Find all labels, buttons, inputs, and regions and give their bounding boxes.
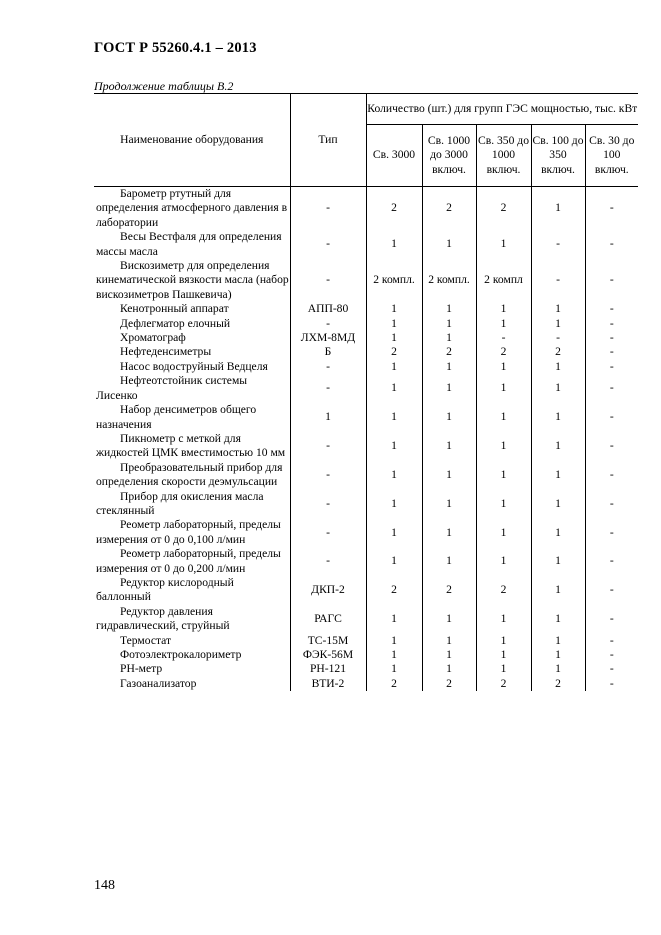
equipment-name: Редуктор давления гидравлический, струйный [96,604,230,633]
qty-350-1000: 1 [476,317,531,331]
qty-30-100: - [585,648,638,662]
table-body [94,187,638,692]
qty-over-3000: 1 [366,648,422,662]
qty-1000-3000: 1 [422,230,476,259]
qty-1000-3000: 1 [422,317,476,331]
qty-over-3000: 1 [366,302,422,316]
qty-30-100: - [585,187,638,231]
qty-100-350: 2 [531,345,585,359]
qty-30-100: - [585,259,638,302]
table-row [94,432,638,461]
qty-over-3000: 1 [366,317,422,331]
qty-over-3000: 1 [366,360,422,374]
qty-350-1000: 1 [476,605,531,634]
qty-over-3000: 2 [366,187,422,231]
qty-100-350: 2 [531,677,585,691]
qty-350-1000: 1 [476,360,531,374]
qty-350-1000: 1 [476,403,531,432]
equipment-type: Б [290,345,366,359]
equipment-type: - [290,230,366,259]
qty-over-3000: 1 [366,331,422,345]
equipment-name-cell [94,490,290,519]
table-row [94,518,638,547]
equipment-name: Барометр ртутный для определения атмосферного давления в лаборатории [96,187,288,229]
equipment-name-cell [94,634,290,648]
qty-350-1000: 1 [476,518,531,547]
header-col-30-100: Св. 30 до 100 включ. [585,125,638,187]
equipment-name-cell [94,432,290,461]
equipment-type: - [290,374,366,403]
qty-350-1000: 1 [476,302,531,316]
equipment-name-cell [94,230,290,259]
qty-30-100: - [585,662,638,676]
qty-350-1000: 2 [476,576,531,605]
qty-100-350: 1 [531,662,585,676]
equipment-name: Газоанализатор [120,676,197,690]
qty-100-350: 1 [531,317,585,331]
equipment-name: Вискозиметр для определения кинематической вязкости масла (набор вискозиметров Пашкевича) [96,259,289,301]
qty-1000-3000: 2 [422,677,476,691]
qty-over-3000: 2 [366,576,422,605]
qty-over-3000: 1 [366,634,422,648]
qty-over-3000: 1 [366,230,422,259]
equipment-name: Прибор для окисления масла стеклянный [96,489,264,517]
equipment-type: - [290,518,366,547]
page-number: 148 [94,878,115,893]
qty-350-1000: 1 [476,490,531,519]
equipment-name: Реометр лабораторный, пределы измерения от 0 до 0,200 л/мин [96,547,281,575]
equipment-type: ДКП-2 [290,576,366,605]
qty-30-100: - [585,432,638,461]
qty-350-1000: 1 [476,432,531,461]
qty-350-1000: 2 [476,677,531,691]
qty-1000-3000: 1 [422,360,476,374]
qty-100-350: 1 [531,605,585,634]
header-col-350-1000: Св. 350 до 1000 включ. [476,125,531,187]
qty-100-350: 1 [531,518,585,547]
header-equipment-name: Наименование оборудования [94,94,290,187]
qty-1000-3000: 1 [422,547,476,576]
equipment-name-cell [94,677,290,691]
qty-100-350: 1 [531,634,585,648]
equipment-name-cell [94,345,290,359]
header-col-1000-3000: Св. 1000 до 3000 включ. [422,125,476,187]
qty-350-1000: 2 [476,187,531,231]
qty-1000-3000: 1 [422,432,476,461]
qty-350-1000: 1 [476,648,531,662]
qty-100-350: 1 [531,461,585,490]
equipment-name: Кенотронный аппарат [120,302,229,316]
equipment-type: 1 [290,403,366,432]
equipment-name: Насос водоструйный Ведцеля [120,359,268,373]
qty-1000-3000: 1 [422,662,476,676]
equipment-name-cell [94,461,290,490]
table-row [94,677,638,691]
qty-30-100: - [585,576,638,605]
equipment-name: Преобразовательный прибор для определения скорости деэмульсации [96,460,283,489]
equipment-type: ФЭК-56М [290,648,366,662]
qty-30-100: - [585,461,638,490]
qty-1000-3000: 1 [422,374,476,403]
qty-over-3000: 1 [366,374,422,403]
qty-over-3000: 1 [366,605,422,634]
qty-30-100: - [585,605,638,634]
table-row [94,662,638,676]
qty-100-350: 1 [531,490,585,519]
table-row [94,490,638,519]
qty-over-3000: 2 компл. [366,259,422,302]
qty-over-3000: 2 [366,345,422,359]
table-row [94,634,638,648]
qty-350-1000: - [476,331,531,345]
table-row [94,374,638,403]
equipment-type: - [290,432,366,461]
qty-350-1000: 2 компл [476,259,531,302]
equipment-name-cell [94,518,290,547]
header-col-over-3000: Св. 3000 [366,125,422,187]
table-row [94,576,638,605]
qty-100-350: 1 [531,432,585,461]
qty-100-350: 1 [531,187,585,231]
equipment-name-cell [94,547,290,576]
table-row [94,461,638,490]
qty-30-100: - [585,518,638,547]
qty-100-350: - [531,331,585,345]
qty-350-1000: 1 [476,461,531,490]
document-header: ГОСТ Р 55260.4.1 – 2013 [94,40,257,56]
equipment-name: РН-метр [120,662,163,676]
qty-30-100: - [585,317,638,331]
table-row [94,230,638,259]
equipment-name-cell [94,187,290,231]
table-row [94,302,638,316]
qty-30-100: - [585,331,638,345]
qty-1000-3000: 2 [422,187,476,231]
qty-100-350: 1 [531,374,585,403]
qty-30-100: - [585,360,638,374]
qty-over-3000: 1 [366,461,422,490]
qty-350-1000: 2 [476,345,531,359]
equipment-name: Нефтеденсиметры [120,345,212,359]
qty-100-350: 1 [531,648,585,662]
qty-1000-3000: 1 [422,331,476,345]
equipment-name-cell [94,576,290,605]
qty-30-100: - [585,374,638,403]
equipment-name-cell [94,662,290,676]
qty-350-1000: 1 [476,374,531,403]
table-row [94,317,638,331]
qty-over-3000: 1 [366,518,422,547]
qty-30-100: - [585,403,638,432]
equipment-type: РАГС [290,605,366,634]
table-row [94,259,638,302]
qty-100-350: - [531,259,585,302]
equipment-name: Редуктор кислородный баллонный [96,575,234,604]
qty-100-350: 1 [531,302,585,316]
qty-over-3000: 2 [366,677,422,691]
qty-1000-3000: 1 [422,605,476,634]
qty-30-100: - [585,677,638,691]
qty-30-100: - [585,345,638,359]
table-row [94,648,638,662]
qty-over-3000: 1 [366,547,422,576]
table-row [94,360,638,374]
table-row [94,187,638,231]
equipment-name-cell [94,605,290,634]
equipment-type: ЛХМ-8МД [290,331,366,345]
equipment-name-cell [94,259,290,302]
equipment-name-cell [94,360,290,374]
header-quantity-group: Количество (шт.) для групп ГЭС мощностью, тыс. кВт [366,94,638,125]
qty-100-350: 1 [531,403,585,432]
qty-1000-3000: 1 [422,634,476,648]
qty-1000-3000: 1 [422,648,476,662]
table-row [94,547,638,576]
qty-350-1000: 1 [476,547,531,576]
equipment-type: - [290,490,366,519]
equipment-name: Дефлегматор елочный [120,316,231,330]
qty-100-350: 1 [531,547,585,576]
qty-100-350: - [531,230,585,259]
equipment-type: - [290,461,366,490]
qty-100-350: 1 [531,576,585,605]
qty-over-3000: 1 [366,432,422,461]
table-row [94,331,638,345]
qty-350-1000: 1 [476,230,531,259]
equipment-name-cell [94,331,290,345]
equipment-type: АПП-80 [290,302,366,316]
header-col-100-350: Св. 100 до 350 включ. [531,125,585,187]
table-caption: Продолжение таблицы В.2 [94,79,234,93]
equipment-type: - [290,317,366,331]
equipment-name-cell [94,374,290,403]
qty-1000-3000: 1 [422,490,476,519]
qty-1000-3000: 2 компл. [422,259,476,302]
header-type: Тип [290,94,366,187]
equipment-name: Весы Вестфаля для определения массы масла [96,230,282,258]
equipment-name: Термостат [120,633,172,647]
qty-30-100: - [585,634,638,648]
qty-30-100: - [585,230,638,259]
equipment-table [94,93,638,691]
qty-over-3000: 1 [366,662,422,676]
equipment-name: Пикнометр с меткой для жидкостей ЦМК вместимостью 10 мм [96,431,286,460]
qty-100-350: 1 [531,360,585,374]
table-row [94,403,638,432]
qty-30-100: - [585,547,638,576]
table-row [94,345,638,359]
equipment-type: ТС-15М [290,634,366,648]
equipment-type: - [290,259,366,302]
equipment-table-container [94,93,638,691]
qty-over-3000: 1 [366,490,422,519]
qty-350-1000: 1 [476,634,531,648]
qty-1000-3000: 1 [422,518,476,547]
equipment-type: - [290,547,366,576]
equipment-name: Реометр лабораторный, пределы измерения от 0 до 0,100 л/мин [96,518,281,546]
qty-1000-3000: 2 [422,576,476,605]
equipment-type: - [290,187,366,231]
equipment-name: Набор денсиметров общего назначения [96,403,257,431]
qty-30-100: - [585,490,638,519]
equipment-name-cell [94,317,290,331]
qty-30-100: - [585,302,638,316]
equipment-name-cell [94,648,290,662]
equipment-type: - [290,360,366,374]
qty-1000-3000: 1 [422,461,476,490]
qty-1000-3000: 1 [422,403,476,432]
qty-350-1000: 1 [476,662,531,676]
equipment-name-cell [94,403,290,432]
qty-1000-3000: 2 [422,345,476,359]
qty-1000-3000: 1 [422,302,476,316]
qty-over-3000: 1 [366,403,422,432]
equipment-name: Хроматограф [120,331,186,345]
equipment-name-cell [94,302,290,316]
equipment-type: РН-121 [290,662,366,676]
equipment-name: Нефтеотстойник системы Лисенко [96,374,248,402]
equipment-name: Фотоэлектрокалориметр [120,648,242,661]
table-row [94,605,638,634]
equipment-type: ВТИ-2 [290,677,366,691]
